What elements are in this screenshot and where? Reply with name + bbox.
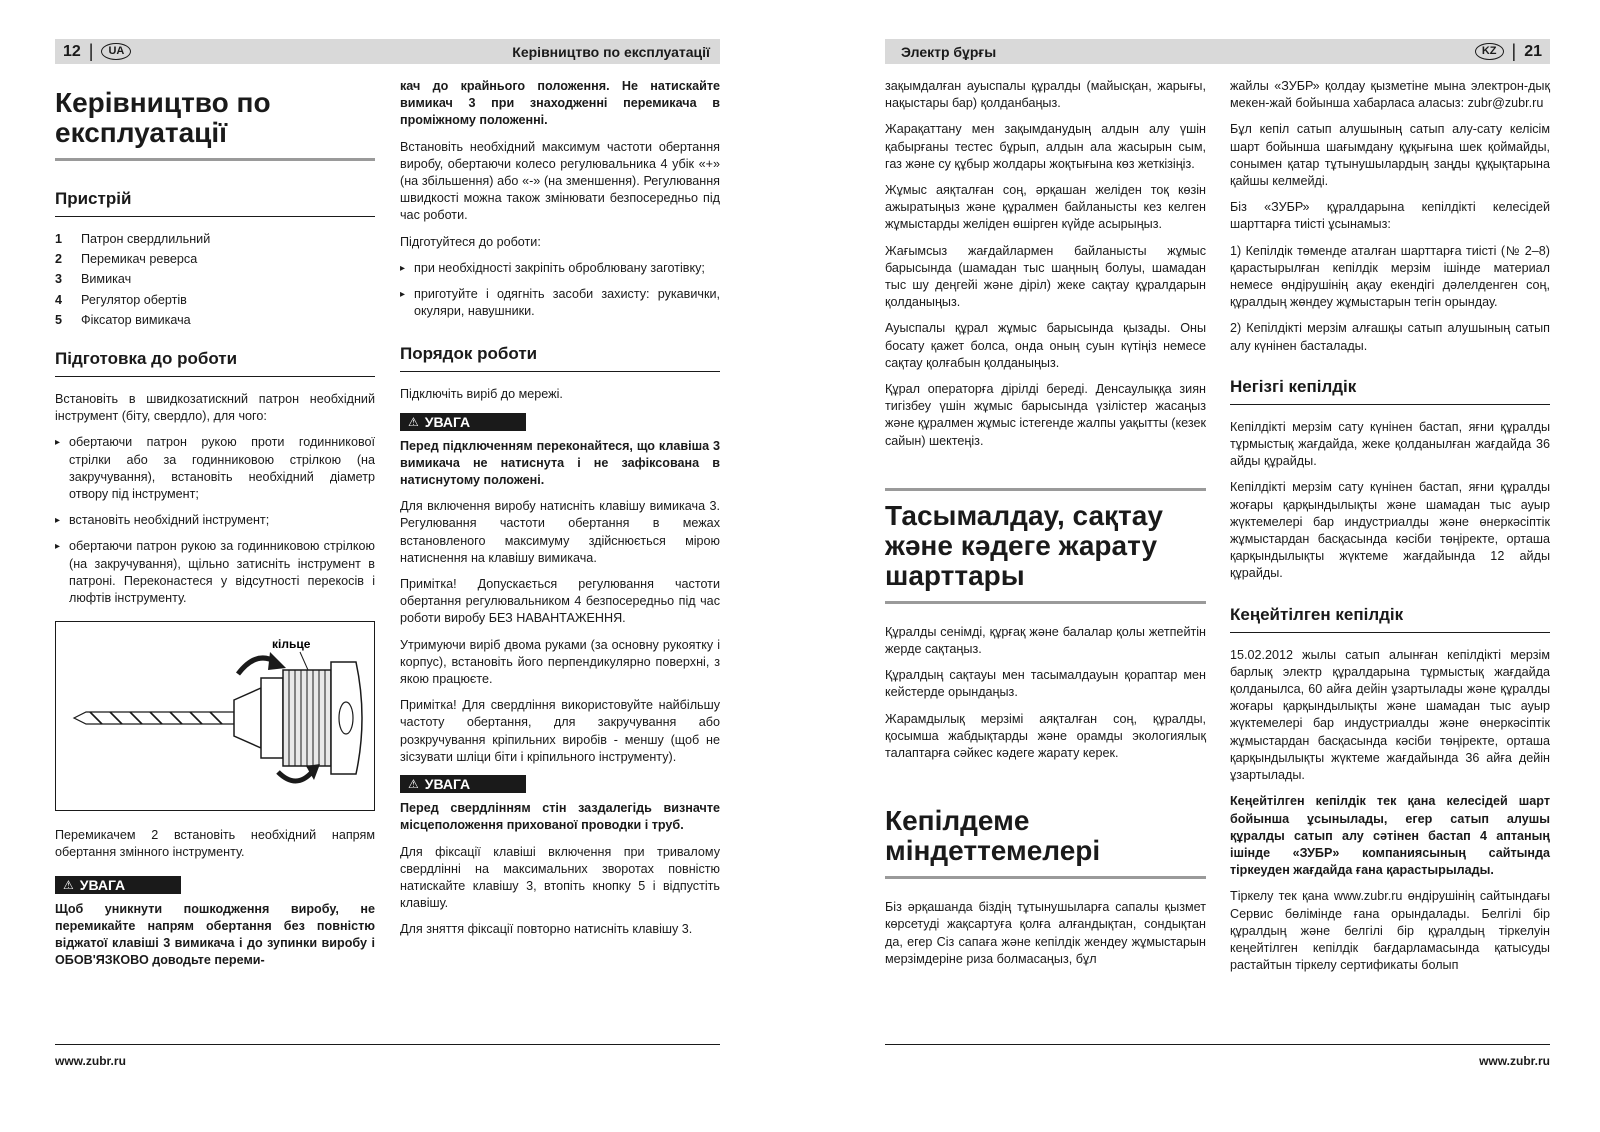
paragraph: Тіркелу тек қана www.zubr.ru өндірушінің сайтындағы Сервис бөлімінде ғана орындалады. Белгілі бір құралдың және белгілі бір құралдың тіркелуін кеңейтілген кепілдік бағдарламасында қатысуды растайтын тіркелу сертификаты болып bbox=[1230, 889, 1550, 973]
device-heading: Пристрій bbox=[55, 189, 375, 217]
left-column-2 bbox=[400, 78, 720, 948]
parts-list bbox=[55, 231, 375, 329]
warning-triangle-icon: ⚠ bbox=[408, 414, 419, 429]
parts-list-item: 4 Регулятор обертів bbox=[55, 292, 187, 307]
paragraph: 2) Кепілдікті мерзім алғашқы сатып алушының сатып алу күнінен басталады. bbox=[1230, 321, 1550, 353]
warning-badge: ⚠ УВАГА bbox=[55, 876, 181, 894]
paragraph: Біз «ЗУБР» құралдарына кепілдікті келесідей шарттарға тиісті ұсынамыз: bbox=[1230, 200, 1550, 232]
paragraph: Жұмыс аяқталған соң, әрқашан желіден тоқ көзін ажыратыңыз және құралмен байланысты кез келген жұмыстарды желіден өшірген күйде асырыңыз. bbox=[885, 183, 1206, 232]
paragraph: Жарақаттану мен зақымданудың алдын алу үшін қабырғаны тестес бұрып, алдын ала жасырын сым, газ және су құбыр жолдары жоқтығына көз жеткізіңіз. bbox=[885, 122, 1206, 171]
left-column-1 bbox=[55, 78, 375, 978]
warning-text: Перед свердлінням стін заздалегідь визначте місцеположення прихованої проводки і труб. bbox=[400, 801, 720, 833]
list-item: ▸ при необхідності закріпіть оброблювану заготівку; bbox=[400, 260, 720, 277]
country-badge: UA bbox=[101, 43, 131, 60]
page-header bbox=[55, 39, 720, 64]
paragraph: Бұл кепіл сатып алушының сатып алу-сату келісім шарт бойынша шағымдану құқығына шек қоймайды, сонымен қатар тұтынушылардың заңды құқықтарына қайшы келмейді. bbox=[1230, 122, 1550, 189]
main-title: Керівництво по експлуатації bbox=[55, 78, 375, 161]
arrow-bullet-icon: ▸ bbox=[55, 541, 61, 553]
paragraph: Біз әрқашанда біздің тұтынушыларға сапалы қызмет көрсетуді жақсартуға қолға алғандықтан, сондықтан да, егер Сіз сапаға және кепілдік жендеу жұмыстарын мерзімдеріне риза болмасаңыз, бұл bbox=[885, 900, 1206, 966]
paragraph: 1) Кепілдік төменде аталған шарттарға тиісті (№ 2–8) қарастырылған кепілдік мерзім ішінде материал немесе өндірушінің ақау екендігі дәлелденген соң, құралдың жөндеу жұмыстарын тегін орындау. bbox=[1230, 243, 1550, 310]
list-item: ▸ приготуйте і одягніть засоби захисту: рукавички, окуляри, навушники. bbox=[400, 287, 720, 319]
paragraph: жайлы «ЗУБР» қолдау қызметіне мына электрон-дық мекен-жай бойынша хабарласа аласыз: zubr@zubr.ru bbox=[1230, 79, 1550, 111]
page-header bbox=[885, 39, 1550, 64]
warning-badge: ⚠ УВАГА bbox=[400, 775, 526, 793]
right-page bbox=[800, 0, 1600, 1132]
paragraph: зақымдалған ауыспалы құралды (майысқан, жарығы, нақыстары бар) қолданбаңыз. bbox=[885, 79, 1206, 111]
arrow-bullet-icon: ▸ bbox=[55, 437, 61, 449]
parts-list-item: 1 Патрон свердлильний bbox=[55, 232, 211, 246]
footer-url[interactable]: www.zubr.ru bbox=[1479, 1054, 1550, 1068]
parts-list-item: 2 Перемикач реверса bbox=[55, 252, 198, 267]
header-separator: | bbox=[88, 41, 94, 61]
paragraph: Жарамдылық мерзімі аяқталған соң, құралды, қосымша жабдықтарды және орамды экологиялық талаптарға сәйкес кәдеге жарату керек. bbox=[885, 711, 1206, 761]
paragraph: Кепілдікті мерзім сату күнінен бастап, яғни құралды тұрмыстық жағдайда, жеке қолданылған жағдайда 36 айды құрайды. bbox=[1230, 419, 1550, 469]
right-column-1 bbox=[885, 78, 1206, 977]
warning-triangle-icon: ⚠ bbox=[408, 777, 419, 792]
page-number: 12 bbox=[63, 42, 81, 60]
drill-chuck-illustration bbox=[56, 622, 374, 810]
footer-rule bbox=[55, 1044, 720, 1045]
list-item: ▸ встановіть необхідний інструмент; bbox=[55, 512, 375, 529]
paragraph: 15.02.2012 жылы сатып алынған кепілдікті мерзім барлық электр құралдарына тұрмыстық жағдайда қолданылса, 60 айға дейін ұзартылады және құралды жоғары қарқындылықты және шамадан тыс ауыр жүктемелері бар индустриалды және өнеркәсіптік жұмыстардан басқасында кәсіби төңіректе, орташа қарқындылықты жүктеме жағдайында 36 айға дейін ұзартылады. bbox=[1230, 647, 1550, 783]
section-heading: Кеңейтілген кепілдік bbox=[1230, 605, 1550, 633]
section-title: Тасымалдау, сақтау және кәдеге жарату шарттары bbox=[885, 488, 1206, 604]
paragraph-bold: Кеңейтілген кепілдік тек қана келесідей шарт бойынша ұсынылады, егер сатып алушы құралды сатып алу сәтінен бастап 4 аптаның ішінде «ЗУБР» компаниясының сайтында тіркеуден жағдайда ғана қарастырылады. bbox=[1230, 794, 1550, 878]
paragraph: Примітка! Для свердління використовуйте найбільшу частоту обертання, для закручування або розкручування кріпильних виробів - меншу (щоб не зісзувати шліци біти і кріпильного інструменту). bbox=[400, 698, 720, 764]
paragraph: Жағымсыз жағдайлармен байланысты жұмыс барысында (шамадан тыс шаңның болуы, шамадан тыс шу деңгейі және діріл) жеке сақтау құралдарын қолданыңыз. bbox=[885, 243, 1206, 310]
header-separator: | bbox=[1511, 41, 1517, 61]
warning-text: Перед підключенням переконайтеся, що клавіша 3 вимикача не натиснута і не зафіксована в натиснутому положені. bbox=[400, 438, 720, 488]
paragraph: Кепілдікті мерзім сату күнінен бастап, яғни құралды жоғары қарқындылықты және шамадан тыс ауыр жүктемелері бар индустриалды және өнеркәсіптік жұмыстардан басқасында кәсіби төңіректе, орташа қарқындылықты жүктеме жағдайында 12 айды құрайды. bbox=[1230, 480, 1550, 581]
arrow-bullet-icon: ▸ bbox=[400, 289, 406, 301]
warning-badge: ⚠ УВАГА bbox=[400, 413, 526, 431]
paragraph: Для зняття фіксації повторно натисніть клавішу 3. bbox=[400, 922, 693, 937]
paragraph: Құралдың сақтауы мен тасымалдауын қораптар мен кейстерде орындаңыз. bbox=[885, 668, 1206, 700]
prep-list-2 bbox=[400, 260, 720, 321]
prep-list bbox=[55, 434, 375, 607]
prep-heading: Підготовка до роботи bbox=[55, 349, 375, 377]
arrow-bullet-icon: ▸ bbox=[55, 515, 61, 527]
paragraph: Для включення виробу натисніть клавішу вимикача 3. Регулювання частоти обертання в межах встановленого максимуму здійснюється мірою натиснення на клавішу вимикача. bbox=[400, 499, 720, 565]
paragraph: Підключіть виріб до мережі. bbox=[400, 387, 563, 402]
list-item: ▸ обертаючи патрон рукою за годинниковою стрілкою (на закручування), щільно затисніть інструмент в патроні. Переконастеся у відсутності перекосів і люфтів інструменту. bbox=[55, 539, 375, 606]
paragraph: Құралды сенімді, құрғақ және балалар қолы жетпейтін жерде сақтаңыз. bbox=[885, 624, 1206, 657]
section-title: Кепілдеме міндеттемелері bbox=[885, 796, 1206, 879]
page-number: 21 bbox=[1524, 42, 1542, 60]
continued-warning: кач до крайнього положення. Не натискайте вимикач 3 при знаходженні перемикача в проміжному положенні. bbox=[400, 79, 720, 128]
warning-text: Щоб уникнути пошкодження виробу, не перемикайте напрям обертання без повністю віджатої клавіші 3 вимикача і до зупинки виробу і ОБОВ'ЯЗКОВО доводьте переми- bbox=[55, 901, 375, 968]
figure-label: кільце bbox=[272, 637, 311, 652]
parts-list-item: 5 Фіксатор вимикача bbox=[55, 312, 191, 327]
after-figure-text: Перемикачем 2 встановіть необхідний напрям обертання змінного інструменту. bbox=[55, 828, 375, 860]
paragraph: Утримуючи виріб двома руками (за основну рукоятку і корпус), встановіть його перпендикулярно поверхні, з якою працюєте. bbox=[400, 637, 720, 687]
list-item: ▸ обертаючи патрон рукою проти годинникової стрілки або за годинниковою стрілкою (на закручування), встановіть необхідний діаметр отвору під інструмент; bbox=[55, 435, 375, 502]
header-title: Электр бұрғы bbox=[901, 43, 997, 60]
warning-triangle-icon: ⚠ bbox=[63, 877, 74, 892]
paragraph: Підготуйтеся до роботи: bbox=[400, 234, 541, 249]
prep-intro: Встановіть в швидкозатискний патрон необхідний інструмент (біту, свердло), для чого: bbox=[55, 392, 375, 424]
paragraph: Встановіть необхідний максимум частоти обертання виробу, обертаючи колесо регулювальника 4 убік «+» (на збільшення) або «-» (на зменшення). Регулювання швидкості можна також змінювати безпосередньо під час роботи. bbox=[400, 139, 720, 223]
order-heading: Порядок роботи bbox=[400, 344, 720, 372]
header-title: Керівництво по експлуатації bbox=[512, 43, 710, 60]
arrow-bullet-icon: ▸ bbox=[400, 262, 406, 274]
drill-chuck-figure bbox=[55, 621, 375, 811]
country-badge: KZ bbox=[1475, 43, 1504, 60]
section-heading: Негізгі кепілдік bbox=[1230, 377, 1550, 405]
right-column-2 bbox=[1230, 78, 1550, 983]
paragraph: Құрал операторға дірілді береді. Денсаулыққа зиян тигізбеу үшін жұмыс барысында үзілістер жасаңыз және құралмен жұмыс істегенде жалпы уақытты (кезек сайын) шектеңіз. bbox=[885, 382, 1206, 448]
footer-url[interactable]: www.zubr.ru bbox=[55, 1054, 126, 1068]
parts-list-item: 3 Вимикач bbox=[55, 272, 132, 287]
paragraph: Примітка! Допускається регулювання частоти обертання регулювальником 4 безпосередньо під час роботи виробу БЕЗ НАВАНТАЖЕННЯ. bbox=[400, 577, 720, 626]
paragraph: Ауыспалы құрал жұмыс барысында қызады. Оны босату қажет болса, онда оның суын күтіңіз немесе сақтау қолғабын қолданыңыз. bbox=[885, 321, 1206, 370]
paragraph: Для фіксації клавіші включення при тривалому свердлінні на максимальних зворотах повністю натискайте клавішу 3, втопіть кнопку 5 і відпустіть клавішу. bbox=[400, 844, 720, 911]
footer-rule bbox=[885, 1044, 1550, 1045]
